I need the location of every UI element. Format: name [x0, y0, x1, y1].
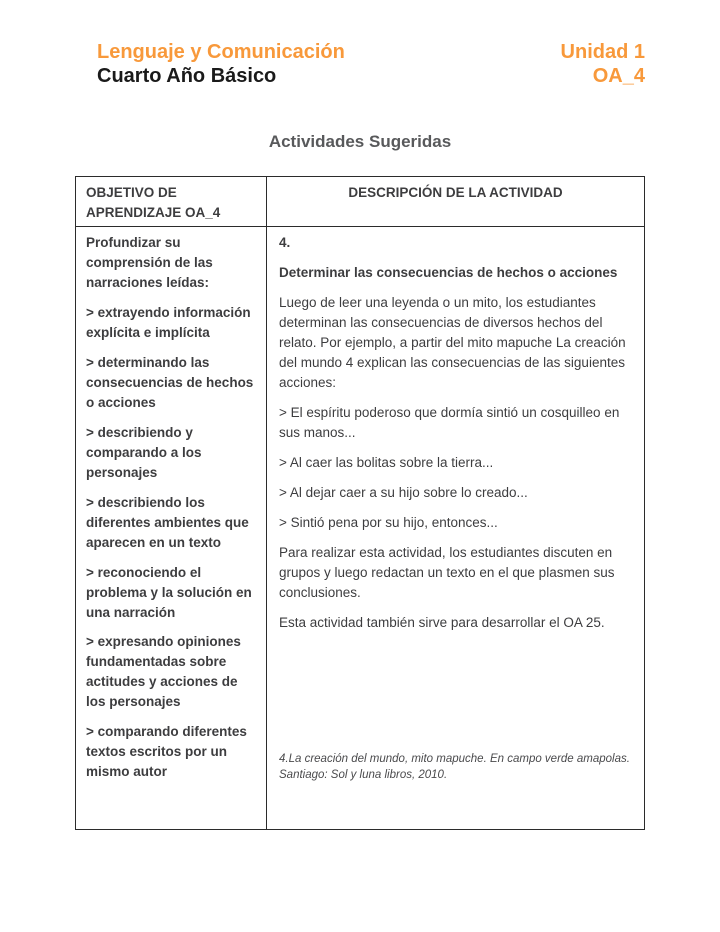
activities-table — [75, 176, 645, 830]
page-title: Actividades Sugeridas — [268, 132, 452, 151]
activity-bullet: > El espíritu poderoso que dormía sintió un cosquilleo en sus manos... — [279, 404, 620, 440]
activity-paragraph: Para realizar esta actividad, los estudiantes discuten en grupos y luego redactan un texto en el que plasmen sus conclusiones. — [279, 544, 615, 600]
activity-paragraph: Esta actividad también sirve para desarrollar el OA 25. — [279, 614, 605, 630]
description-column-header: DESCRIPCIÓN DE LA ACTIVIDAD — [267, 177, 644, 227]
activity-footnote: 4.La creación del mundo, mito mapuche. En campo verde amapolas. Santiago: Sol y luna libros, 2010. — [279, 752, 630, 781]
activity-paragraph: Luego de leer una leyenda o un mito, los estudiantes determinan las consecuencias de diversos hechos del relato. Por ejemplo, a partir del mito mapuche La creación del mundo 4 explican las consecuencias de las siguientes acciones: — [279, 294, 626, 390]
objective-column-header: OBJETIVO DE APRENDIZAJE OA_4 — [76, 177, 267, 227]
objective-item: > comparando diferentes textos escritos por un mismo autor — [86, 724, 247, 780]
activity-bullet: > Al dejar caer a su hijo sobre lo creado... — [279, 484, 528, 500]
objective-item: > expresando opiniones fundamentadas sobre actitudes y acciones de los personajes — [86, 634, 241, 710]
grade-title: Cuarto Año Básico — [97, 65, 277, 87]
header-right — [561, 40, 645, 88]
objective-item: > describiendo y comparando a los personajes — [86, 424, 202, 480]
activity-number: 4. — [279, 235, 291, 250]
activity-cell — [267, 227, 644, 829]
activity-bullet: > Al caer las bolitas sobre la tierra... — [279, 454, 494, 470]
unit-label: Unidad 1 — [560, 41, 645, 63]
objective-intro: Profundizar su comprensión de las narraciones leídas: — [86, 235, 213, 290]
page-header — [0, 0, 720, 88]
objective-item: > describiendo los diferentes ambientes que aparecen en un texto — [86, 494, 249, 550]
objective-item: > determinando las consecuencias de hechos o acciones — [86, 354, 254, 410]
objective-cell — [76, 227, 267, 829]
objective-item: > reconociendo el problema y la solución en una narración — [86, 564, 252, 620]
oa-label: OA_4 — [592, 65, 645, 87]
objective-item: > extrayendo información explícita e implícita — [86, 304, 251, 340]
activity-bullet: > Sintió pena por su hijo, entonces... — [279, 514, 498, 530]
activity-title: Determinar las consecuencias de hechos o acciones — [279, 264, 618, 280]
subject-title: Lenguaje y Comunicación — [97, 41, 345, 63]
header-left — [97, 40, 345, 88]
